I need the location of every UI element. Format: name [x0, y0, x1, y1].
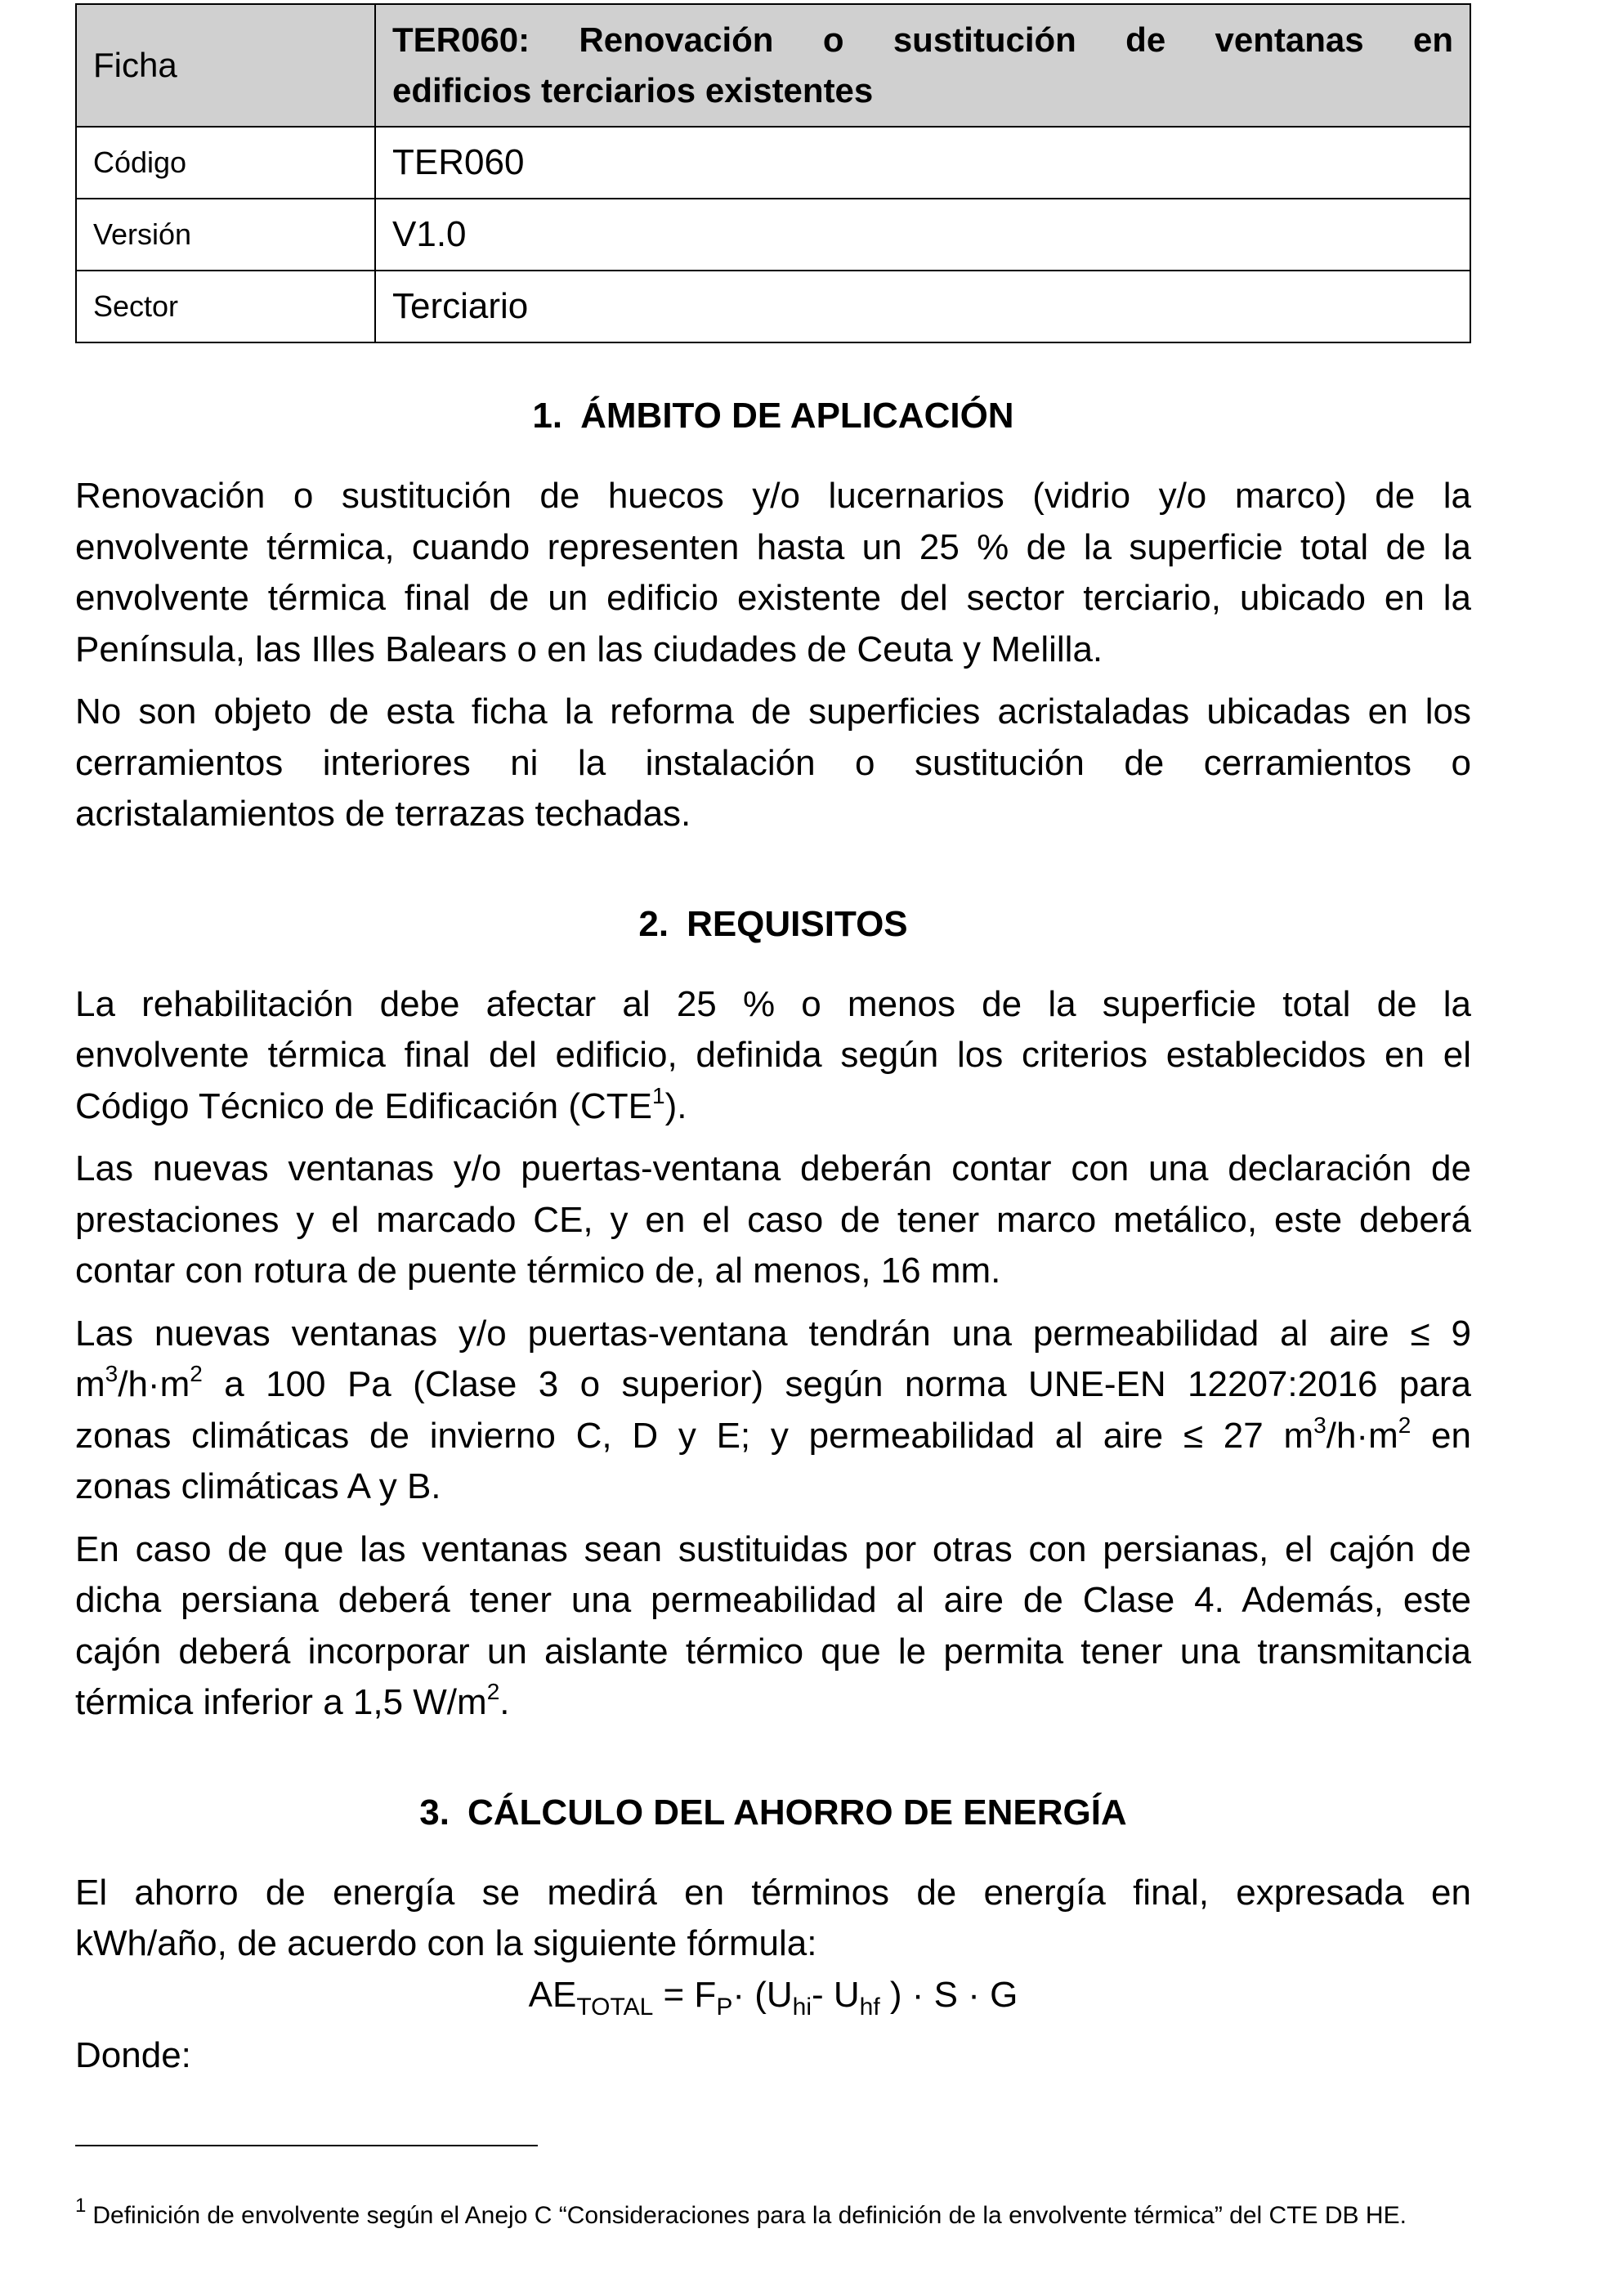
text-fragment: ). [664, 1085, 687, 1126]
text-fragment: /h·m [1326, 1415, 1398, 1456]
section-2-paragraph-3 [75, 1309, 1471, 1513]
section-title: CÁLCULO DEL AHORRO DE ENERGÍA [468, 1792, 1127, 1833]
section-1-paragraph-2 [75, 687, 1471, 840]
text-line: prestaciones y el marcado CE, y en el caso de tener marco metálico, este deberá [75, 1199, 1471, 1240]
section-number: 1. [532, 396, 563, 436]
text-line: Renovación o sustitución de huecos y/o lucernarios (vidrio y/o marco) de la [75, 476, 1471, 516]
text-line: dicha persiana deberá tener una permeabilidad al aire de Clase 4. Además, este [75, 1580, 1471, 1620]
ficha-title-cell [375, 4, 1470, 127]
row-label: Código [93, 145, 187, 179]
section-title: ÁMBITO DE APLICACIÓN [580, 396, 1014, 436]
text-line [75, 1081, 1471, 1133]
text-line: envolvente térmica final del edificio, definida según los criterios establecidos en el [75, 1035, 1471, 1075]
text-fragment: . [499, 1682, 510, 1722]
row-value: TER060 [392, 142, 525, 182]
superscript: 2 [190, 1361, 203, 1386]
text-fragment: en [1411, 1415, 1471, 1456]
section-title: REQUISITOS [687, 903, 908, 944]
ficha-row-sector [76, 271, 1470, 342]
section-2-paragraph-4 [75, 1524, 1471, 1729]
text-line [75, 1359, 1471, 1411]
section-3-paragraph-1 [75, 1868, 1471, 1970]
savings-formula [75, 1974, 1471, 2021]
formula-term: · (U [732, 1974, 793, 2015]
row-label: Versión [93, 217, 192, 251]
text-line: cerramientos interiores ni la instalación o sustitución de cerramientos o [75, 742, 1471, 783]
text-fragment: m [75, 1364, 105, 1404]
row-label: Sector [93, 289, 179, 323]
footnote-marker: 1 [75, 2195, 87, 2217]
formula-subscript: hf [859, 1993, 880, 2021]
text-line: acristalamientos de terrazas techadas. [75, 794, 691, 834]
text-line: envolvente térmica final de un edificio existente del sector terciario, ubicado en la [75, 578, 1471, 618]
text-fragment: zonas climáticas de invierno C, D y E; y permeabilidad al aire ≤ 27 m [75, 1415, 1314, 1456]
ficha-row-version [76, 199, 1470, 271]
section-number: 2. [638, 903, 669, 944]
section-3-heading [75, 1792, 1471, 1833]
formula-term: = F [653, 1974, 717, 2015]
formula-subscript: TOTAL [576, 1993, 654, 2021]
row-value: Terciario [392, 286, 529, 326]
text-line: Península, las Illes Balears o en las ciudades de Ceuta y Melilla. [75, 629, 1103, 669]
superscript: 3 [1313, 1412, 1326, 1438]
superscript: 2 [486, 1679, 500, 1704]
ficha-header-row [76, 4, 1470, 127]
section-2-paragraph-2 [75, 1143, 1471, 1297]
footnote-separator [75, 2145, 538, 2146]
text-line [75, 1677, 1471, 1729]
ficha-table [75, 3, 1471, 343]
section-1-paragraph-1 [75, 471, 1471, 675]
text-line: Las nuevas ventanas y/o puertas-ventana tendrán una permeabilidad al aire ≤ 9 [75, 1313, 1471, 1354]
ficha-row-codigo [76, 127, 1470, 199]
formula-subscript: hi [792, 1993, 812, 2021]
footnote-ref: 1 [651, 1082, 665, 1108]
formula-term: ) · S · G [879, 1974, 1018, 2015]
text-line: Las nuevas ventanas y/o puertas-ventana deberán contar con una declaración de [75, 1148, 1471, 1188]
ficha-title-line-1: TER060: Renovación o sustitución de ventanas en [392, 20, 1453, 59]
text-fragment: a 100 Pa (Clase 3 o superior) según norma UNE-EN 12207:2016 para [202, 1364, 1471, 1404]
section-1-heading [75, 396, 1471, 436]
text-fragment: /h·m [118, 1364, 190, 1404]
text-line: El ahorro de energía se medirá en términos de energía final, expresada en [75, 1872, 1471, 1913]
text-line: kWh/año, de acuerdo con la siguiente fórmula: [75, 1923, 817, 1963]
row-value: V1.0 [392, 214, 467, 254]
text-fragment: térmica inferior a 1,5 W/m [75, 1682, 487, 1722]
footnote [75, 2195, 1407, 2230]
ficha-title-line-2: edificios terciarios existentes [392, 71, 874, 110]
section-number: 3. [419, 1792, 450, 1833]
text-fragment: Código Técnico de Edificación (CTE [75, 1085, 652, 1126]
section-2-heading [75, 904, 1471, 945]
formula-term: - U [812, 1974, 860, 2015]
section-2-paragraph-1 [75, 979, 1471, 1133]
text-line: cajón deberá incorporar un aislante térmico que le permita tener una transmitancia [75, 1631, 1471, 1672]
text-line: zonas climáticas A y B. [75, 1466, 441, 1506]
donde-label: Donde: [75, 2034, 191, 2075]
document-page [75, 3, 1471, 2229]
text-line: No son objeto de esta ficha la reforma de superficies acristaladas ubicadas en los [75, 691, 1471, 732]
text-line: contar con rotura de puente térmico de, al menos, 16 mm. [75, 1251, 1001, 1291]
text-line: envolvente térmica, cuando representen hasta un 25 % de la superficie total de la [75, 526, 1471, 567]
footnote-text: Definición de envolvente según el Anejo C “Consideraciones para la definición de la envolvente térmica” del CTE DB HE. [92, 2202, 1407, 2229]
superscript: 3 [105, 1361, 119, 1386]
ficha-title [392, 15, 1453, 116]
ficha-label: Ficha [93, 46, 177, 84]
ficha-label-cell [76, 4, 375, 127]
text-line: La rehabilitación debe afectar al 25 % o menos de la superficie total de la [75, 983, 1471, 1024]
formula-term: AE [528, 1974, 577, 2015]
superscript: 2 [1398, 1412, 1411, 1438]
text-line [75, 1411, 1471, 1462]
formula-subscript: P [716, 1993, 733, 2021]
text-line: En caso de que las ventanas sean sustituidas por otras con persianas, el cajón de [75, 1528, 1471, 1569]
